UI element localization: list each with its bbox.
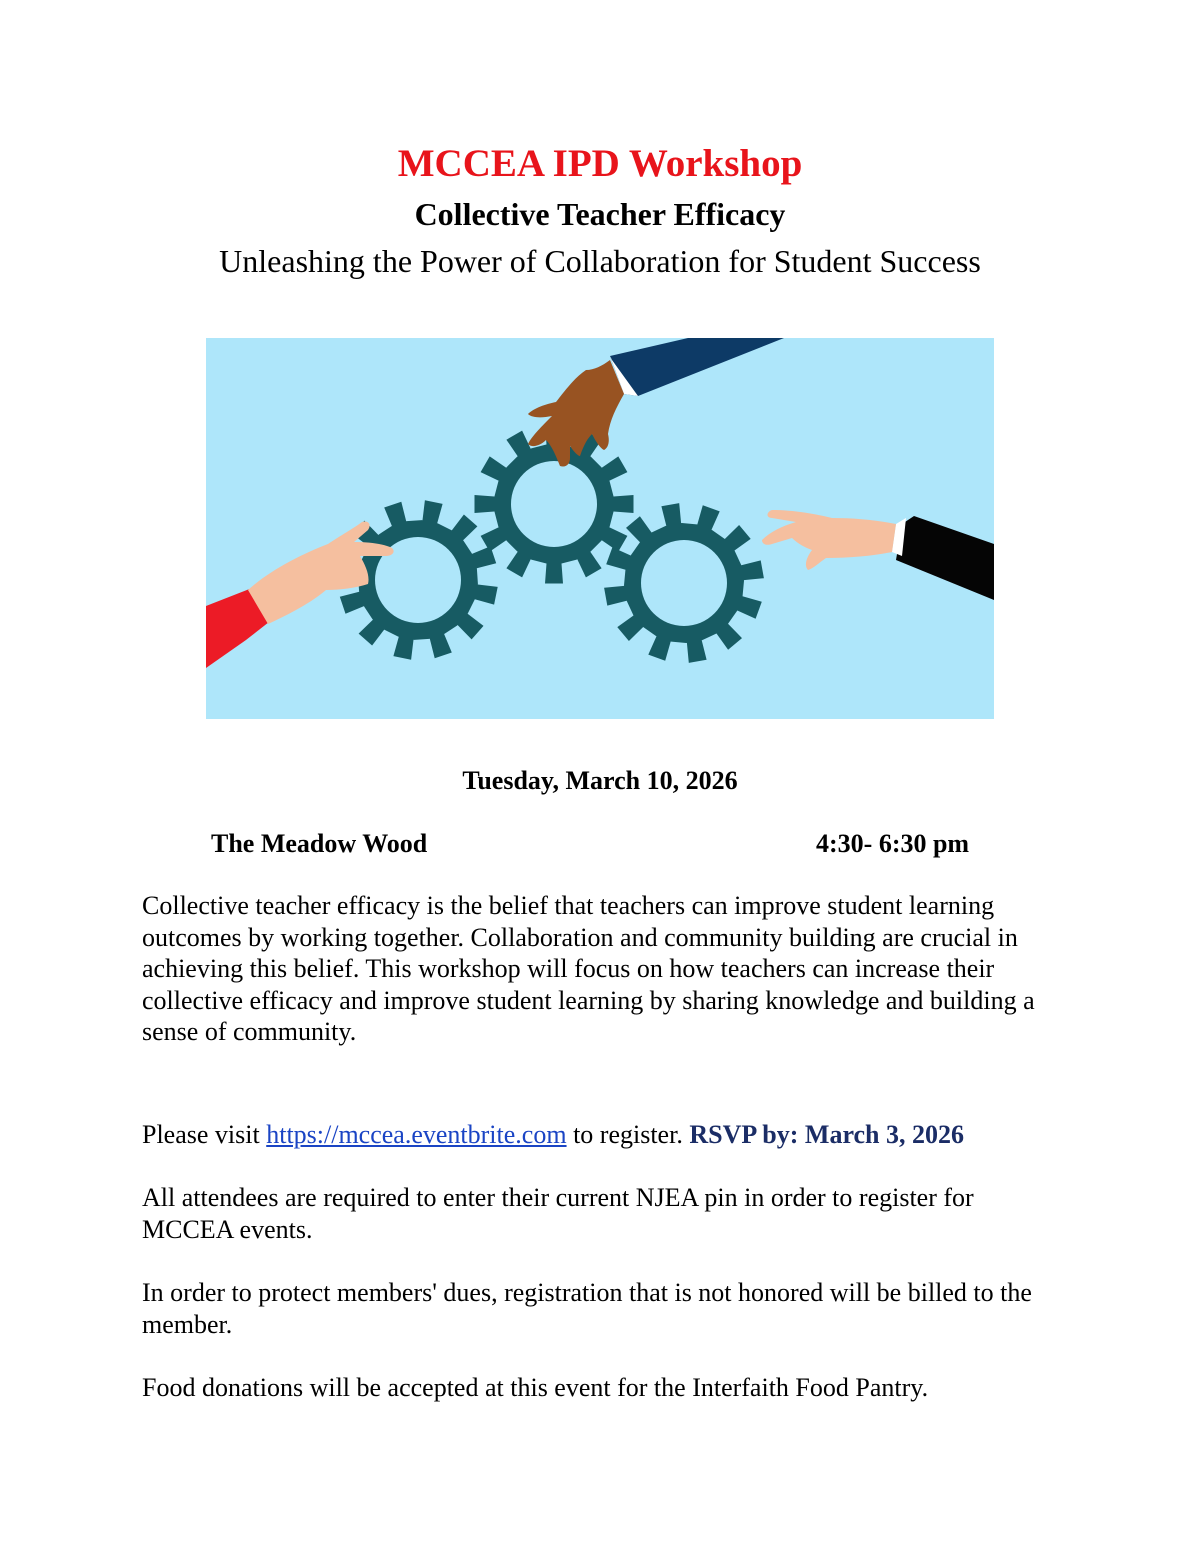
gear-hole [641,540,727,626]
gear-hole [511,461,597,547]
event-date: Tuesday, March 10, 2026 [462,766,738,795]
workshop-tagline: Unleashing the Power of Collaboration for Student Success [219,243,981,279]
workshop-title: MCCEA IPD Workshop [397,142,803,185]
registration-suffix: to register. [566,1120,690,1149]
registration-line [142,1119,1062,1151]
gear-icon [604,503,764,663]
food-donation-note: Food donations will be accepted at this event for the Interfaith Food Pantry. [142,1373,929,1402]
workshop-subtitle: Collective Teacher Efficacy [414,196,786,232]
event-time: 4:30- 6:30 pm [816,829,970,858]
registration-prefix: Please visit [142,1120,267,1149]
rsvp-deadline: RSVP by: March 3, 2026 [689,1120,965,1149]
njea-pin-note: All attendees are required to enter their current NJEA pin in order to register for MCCEA events. [142,1183,974,1244]
registration-link[interactable]: https://mccea.eventbrite.com [266,1120,567,1149]
event-venue: The Meadow Wood [211,829,428,858]
hands-turning-gears-illustration [206,338,994,719]
workshop-description: Collective teacher efficacy is the belief that teachers can improve student learning outcomes by working together. Collaboration and community building are crucial in achieving this belief. This workshop will focus on how teachers can increase their collective efficacy and improve student learning by sharing knowledge and building a sense of community. [142,891,1035,1046]
dues-note: In order to protect members' dues, registration that is not honored will be billed to the member. [142,1278,1032,1339]
